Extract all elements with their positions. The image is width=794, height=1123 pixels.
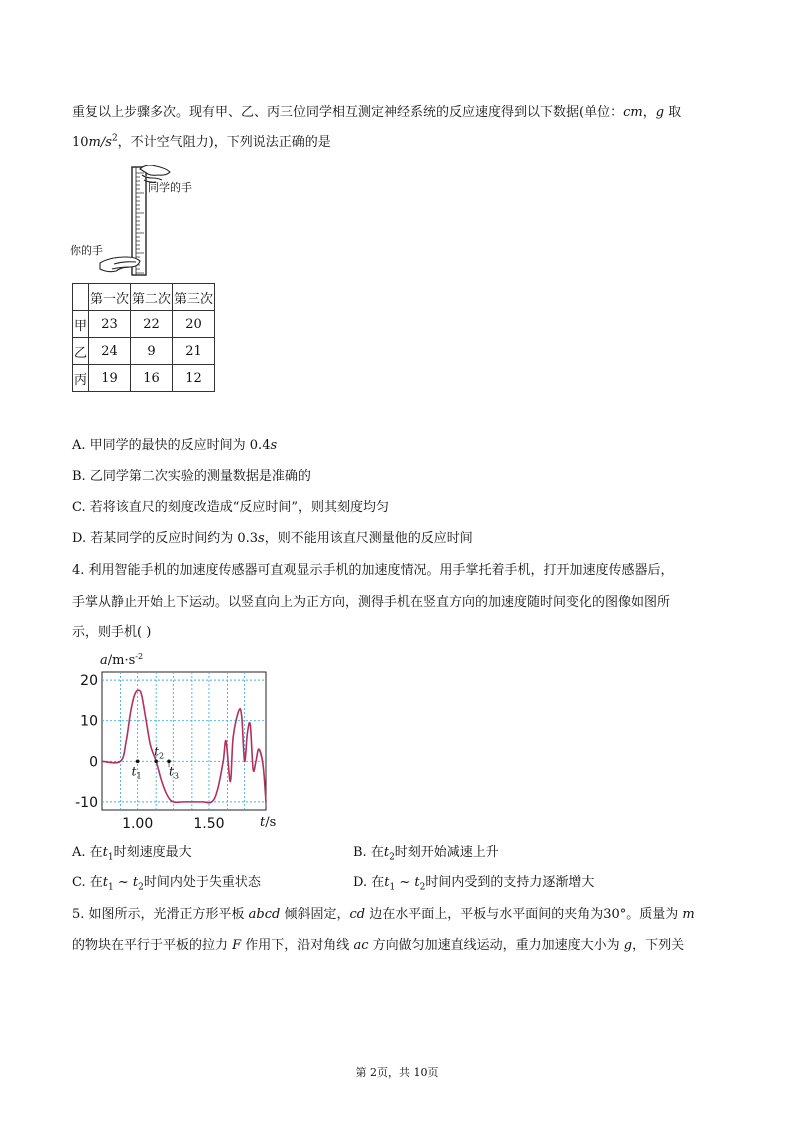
q4-line-1: 4. 利用智能手机的加速度传感器可直观显示手机的加速度情况。用手掌托着手机，打开加速度传感器后， xyxy=(72,563,674,578)
q4-line-2: 手掌从静止开始上下运动。以竖直向上为正方向，测得手机在竖直方向的加速度随时间变化的图像如图所 xyxy=(72,595,671,610)
table-row-label: 甲 xyxy=(73,311,89,338)
chart-y-tick-label: -10 xyxy=(75,794,98,811)
q3-option-b: B. 乙同学第二次实验的测量数据是准确的 xyxy=(72,469,311,484)
q4-option-b: B. 在$t_2$时刻开始减速上升 xyxy=(353,845,499,863)
intro-line-1: 重复以上步骤多次。现有甲、乙、丙三位同学相互测定神经系统的反应速度得到以下数据(单位：cm，g 取 xyxy=(72,105,682,120)
table-cell: 19 xyxy=(89,365,131,392)
table-cell: 24 xyxy=(89,338,131,365)
chart-annotations xyxy=(132,744,179,780)
table-cell: 23 xyxy=(89,311,131,338)
page-footer: 第 2页，共 10页 xyxy=(355,1066,439,1079)
table-row xyxy=(73,311,215,338)
q5-line-2: 的物块在平行于平板的拉力 F 作用下，沿对角线 ac 方向做匀加速直线运动，重力加速度大小为 g，下列关 xyxy=(72,938,685,953)
chart-y-tick-label: 10 xyxy=(80,713,98,730)
acceleration-chart xyxy=(70,652,290,832)
ruler-hand-figure xyxy=(70,165,220,280)
chart-x-tick-label: 1.00 xyxy=(122,816,154,832)
chart-x-tick-label: 1.50 xyxy=(193,816,225,832)
q3-option-a: A. 甲同学的最快的反应时间为 0.4s xyxy=(72,438,278,453)
table-header-cell: 第三次 xyxy=(173,284,215,311)
table-row xyxy=(73,338,215,365)
q4-option-d: D. 在$t_1$ ~ $t_2$时间内受到的支持力逐渐增大 xyxy=(353,875,595,893)
table-header-cell: 第一次 xyxy=(89,284,131,311)
chart-xlabel: t/s xyxy=(260,815,277,830)
reaction-data-table xyxy=(72,283,215,392)
chart-annotation-label: $t_3$ xyxy=(169,764,179,781)
label-ni: 你的手 xyxy=(70,244,103,257)
chart-y-tick-label: 20 xyxy=(80,673,98,690)
chart-annotation-label: $t_1$ xyxy=(131,764,142,781)
table-header-cell xyxy=(73,284,89,311)
chart-x-ticks xyxy=(122,816,224,832)
table-cell: 12 xyxy=(173,365,215,392)
table-cell: 16 xyxy=(131,365,173,392)
table-cell: 20 xyxy=(173,311,215,338)
q5-line-1: 5. 如图所示，光滑正方形平板 abcd 倾斜固定，cd 边在水平面上，平板与水平面间的夹角为30°。质量为 m xyxy=(72,907,695,922)
chart-ylabel: $a/m\cdot s^{-2}$ xyxy=(100,652,144,668)
table-cell: 22 xyxy=(131,311,173,338)
table-row-label: 丙 xyxy=(73,365,89,392)
q4-line-3: 示，则手机( ) xyxy=(72,625,152,640)
label-tongxue: 同学的手 xyxy=(148,181,192,194)
q4-option-a: A. 在$t_1$时刻速度最大 xyxy=(72,845,192,863)
chart-point-marker xyxy=(154,759,158,763)
q4-option-c: C. 在$t_1$ ~ $t_2$时间内处于失重状态 xyxy=(72,875,261,893)
chart-point-marker xyxy=(136,759,140,763)
chart-annotation-label: $t_2$ xyxy=(154,744,165,761)
table-row-label: 乙 xyxy=(73,338,89,365)
chart-series-line xyxy=(102,690,266,803)
table-cell: 9 xyxy=(131,338,173,365)
table-row xyxy=(73,365,215,392)
q3-option-c: C. 若将该直尺的刻度改造成“反应时间”，则其刻度均匀 xyxy=(72,500,390,515)
chart-y-ticks xyxy=(75,673,98,811)
table-header-cell: 第二次 xyxy=(131,284,173,311)
chart-y-tick-label: 0 xyxy=(89,754,98,771)
q3-option-d: D. 若某同学的反应时间约为 0.3s，则不能用该直尺测量他的反应时间 xyxy=(72,531,473,546)
table-cell: 21 xyxy=(173,338,215,365)
table-header-row xyxy=(73,284,215,311)
intro-line-2: $10m/s^2$，不计空气阻力)，下列说法正确的是 xyxy=(72,133,331,150)
